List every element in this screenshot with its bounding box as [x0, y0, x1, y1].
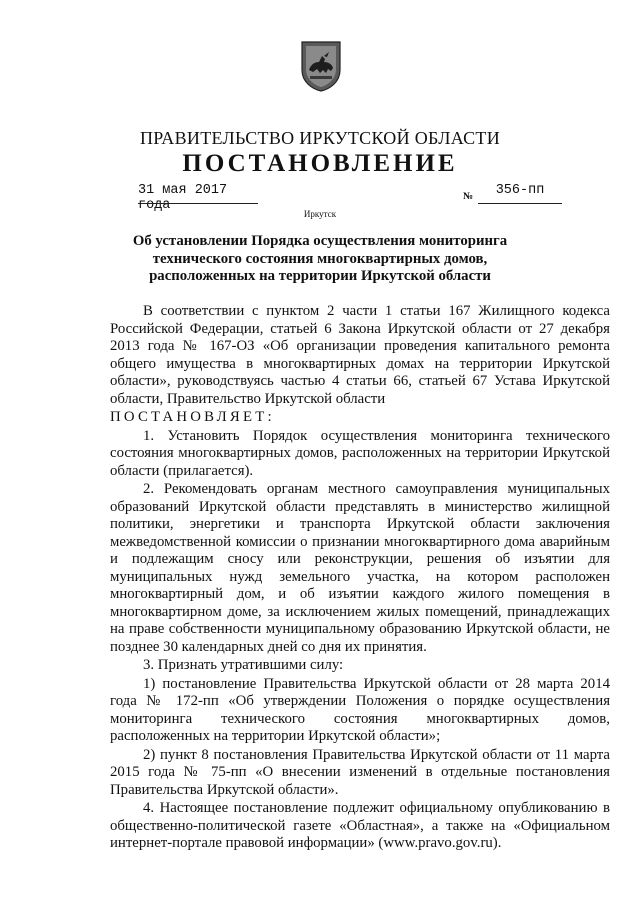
document-number: 356-пп: [495, 183, 545, 198]
irkutsk-coat-of-arms-icon: [300, 40, 342, 92]
clause-1: 1. Установить Порядок осуществления мониторинга технического состояния многоквартирных домов, расположенных на территории Иркутской области (прилагается).: [110, 427, 610, 479]
document-type-heading: ПОСТАНОВЛЕНИЕ: [182, 150, 458, 177]
clause-2: 2. Рекомендовать органам местного самоуправления муниципальных образований Иркутской области представлять в министерство жилищной политики, энергетики и транспорта Иркутской области заключения межведомственной комиссии о признании многоквартирного дома аварийным и подлежащим сносу или реконструкции, решения об изъятии для муниципальных нужд земельного участка, на котором расположен многоквартирный дом, и об изъятии каждого жилого помещения в многоквартирном доме, за исключением жилых помещений, принадлежащих на праве собственности муниципальному образованию Иркутской области, не позднее 30 календарных дней со дня их принятия.: [110, 481, 610, 655]
number-underline: [478, 203, 562, 204]
document-title: Об установлении Порядка осуществления мониторинга технического состояния многоквартирных домов, расположенных на территории Иркутской области: [132, 233, 508, 284]
date-underline: [138, 203, 258, 204]
city-name: Иркутск: [303, 209, 337, 219]
number-sign: №: [463, 191, 474, 202]
clause-3-item-1: 1) постановление Правительства Иркутской области от 28 марта 2014 года № 172-пп «Об утверждении Положения о порядке осуществления мониторинга технического состояния многоквартирных домов, расположенных на территории Иркутской области»;: [110, 675, 610, 744]
preamble-paragraph: В соответствии с пунктом 2 части 1 статьи 167 Жилищного кодекса Российской Федерации, статьей 6 Закона Иркутской области от 27 декабря 2013 года № 167-ОЗ «Об организации проведения капитального ремонта общего имущества в многоквартирных домах на территории Иркутской области», руководствуясь частью 4 статьи 66, статьей 67 Устава Иркутской области, Правительство Иркутской области: [110, 303, 610, 407]
clause-4: 4. Настоящее постановление подлежит официальному опубликованию в общественно-политической газете «Областная», а также на «Официальном интернет-портале правовой информации» (www.pravo.gov.ru).: [110, 800, 610, 851]
government-name: ПРАВИТЕЛЬСТВО ИРКУТСКОЙ ОБЛАСТИ: [139, 128, 501, 148]
document-number-field: [478, 183, 562, 198]
document-body: [110, 303, 610, 853]
document-date: 31 мая 2017 года: [138, 183, 228, 213]
clause-3-item-2: 2) пункт 8 постановления Правительства Иркутской области от 11 марта 2015 года № 75-пп «О внесении изменений в отдельные постановления Правительства Иркутской области».: [110, 746, 610, 798]
resolves-heading: ПОСТАНОВЛЯЕТ:: [110, 409, 275, 425]
clause-3: 3. Признать утратившими силу:: [143, 657, 344, 673]
